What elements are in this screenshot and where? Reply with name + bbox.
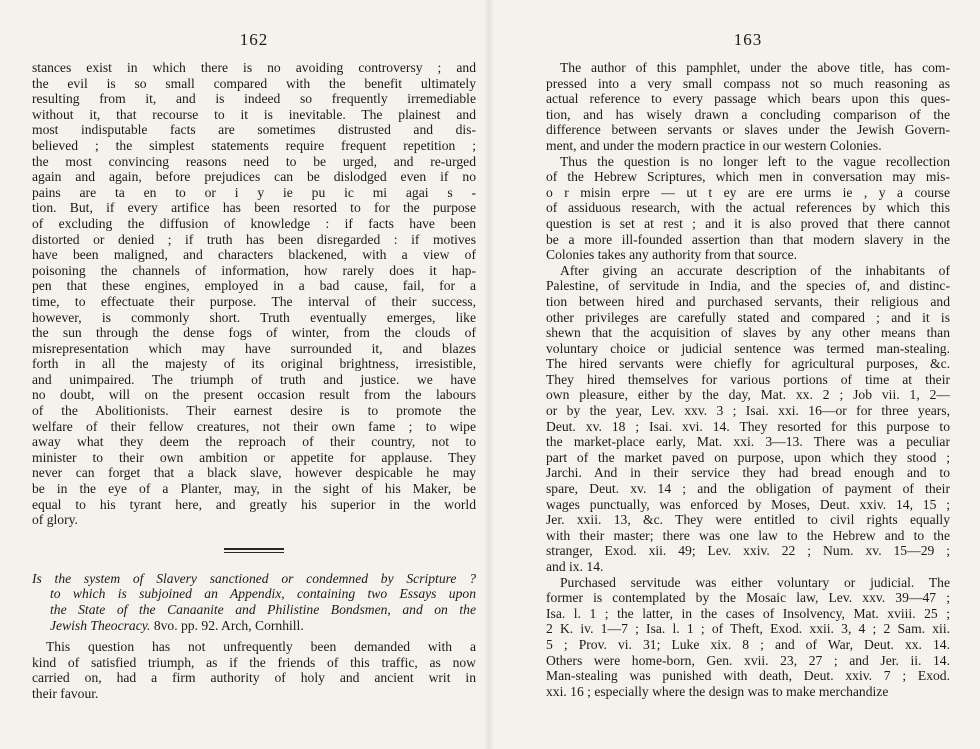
text-line: This question has not unfrequently been demanded with a xyxy=(46,639,476,655)
text-line: of excluding the diffusion of knowledge : if facts have been xyxy=(32,215,476,231)
text-line: 5 ; Prov. vi. 31; Luke xix. 8 ; and of War, Deut. xx. 14. xyxy=(546,636,950,652)
text-line: o r misin erpre — ut t ey are ere urms ie , y a course xyxy=(546,184,950,200)
text-line: poisoning the channels of information, how rarely does it hap- xyxy=(32,262,476,278)
text-line: no doubt, will on the present occasion result from the labours xyxy=(32,387,476,403)
text-line: resulting from it, and is indeed so frequently irremediable xyxy=(32,91,476,107)
right-paragraph-1 xyxy=(546,60,950,154)
text-line: xxi. 16 ; especially where the design was to make merchandize xyxy=(546,683,889,699)
right-page xyxy=(490,0,980,749)
text-line: question is set at rest ; and it is also proved that there cannot xyxy=(546,215,950,231)
text-line: of assiduous research, with the actual references by which this xyxy=(546,200,950,216)
text-line: Jarchi. And in their service they had bread enough and to xyxy=(546,465,950,481)
text-line: tion between hired and purchased servants, their religious and xyxy=(546,293,950,309)
text-line: part of the market paved on purpose, upon which they stood ; xyxy=(546,449,950,465)
text-line: of the Hebrew Scriptures, which men in conversation may mis- xyxy=(546,169,950,185)
review-title-line xyxy=(32,618,476,634)
review-title-line: Is the system of Slavery sanctioned or condemned by Scripture ? xyxy=(32,570,476,586)
text-line: the sun through the dense fogs of winter, from the clouds of xyxy=(32,325,476,341)
text-line: voluntary choice or judicial sentence was termed man-stealing. xyxy=(546,340,950,356)
left-paragraph-2 xyxy=(32,639,476,701)
text-line: other privileges are carefully stated and compared ; and it is xyxy=(546,309,950,325)
text-line: shewn that the acquisition of slaves by any other means than xyxy=(546,325,950,341)
text-line: misrepresentation which may have surrounded it, and blazes xyxy=(32,340,476,356)
text-line: with their master; there was one law to the Hebrew and to the xyxy=(546,527,950,543)
right-paragraph-3 xyxy=(546,263,950,575)
text-line: their favour. xyxy=(32,685,99,701)
text-line: Deut. xv. 18 ; Isai. xvi. 14. They resorted for this purpose to xyxy=(546,418,950,434)
text-line: welfare of their fellow creatures, not their own fame ; to wipe xyxy=(32,418,476,434)
right-paragraph-2 xyxy=(546,154,950,263)
text-line: forth in all the majesty of its original brightness, irresistible, xyxy=(32,356,476,372)
text-line: stances exist in which there is no avoiding controversy ; and xyxy=(32,60,476,75)
text-line: stranger, Exod. xii. 49; Lev. xxiv. 22 ; Num. xv. 15—29 ; xyxy=(546,543,950,559)
text-line: be a more ill-founded assertion than that modern slavery in the xyxy=(546,231,950,247)
text-line: Palestine, of servitude in India, and the species of, and distinc- xyxy=(546,278,950,294)
text-line: Man-stealing was punished with death, Deut. xxiv. 7 ; Exod. xyxy=(546,668,950,684)
text-line: again and again, before prejudices can be dislodged even if no xyxy=(32,169,476,185)
text-line: time, to effectuate their purpose. The interval of their success, xyxy=(32,293,476,309)
text-line: minister to their own ambition or appetite for applause. They xyxy=(32,449,476,465)
left-paragraph-1 xyxy=(32,60,476,528)
text-line: pen that these engines, employed in a bad cause, fail, for a xyxy=(32,278,476,294)
text-line: and unimpaired. The triumph of truth and justice. we have xyxy=(32,371,476,387)
text-line: distorted or denied ; if truth has been disregarded : if motives xyxy=(32,231,476,247)
text-line: the most convincing reasons need to be urged, and re-urged xyxy=(32,153,476,169)
text-line: They hired themselves for various portions of time at their xyxy=(546,371,950,387)
text-line: The hired servants were chiefly for agricultural purposes, &c. xyxy=(546,356,950,372)
text-line: actual reference to every passage which bears upon this ques- xyxy=(546,91,950,107)
text-line: Jer. xxii. 13, &c. They were entitled to civil rights equally xyxy=(546,512,950,528)
text-line: the evil is so small compared with the benefit ultimately xyxy=(32,75,476,91)
text-line: however, is commonly short. Truth eventually emerges, like xyxy=(32,309,476,325)
text-line: and ix. 14. xyxy=(546,559,604,574)
text-line: Purchased servitude was either voluntary or judicial. The xyxy=(560,574,950,590)
text-line: The author of this pamphlet, under the above title, has com- xyxy=(560,60,950,75)
text-line: carried on, had a firm authority of holy and ancient writ in xyxy=(32,670,476,686)
review-title-italic: Jewish Theocracy. xyxy=(50,617,151,633)
text-line: Others were home-born, Gen. xvii. 23, 27 ; and Jer. ii. 14. xyxy=(546,652,950,668)
text-line: wages punctually, was enforced by Moses, Deut. xxiv. 14, 15 ; xyxy=(546,496,950,512)
text-line: Isa. l. 1 ; the latter, in the cases of Insolvency, Mat. xviii. 25 ; xyxy=(546,605,950,621)
text-line: never can forget that a black slave, however despicable he may xyxy=(32,465,476,481)
text-line: of the Abolitionists. Their earnest desire is to promote the xyxy=(32,403,476,419)
text-line: difference between servants or slaves under the Jewish Govern- xyxy=(546,122,950,138)
text-line: away what they deem the reproach of their country, not to xyxy=(32,434,476,450)
text-line: have been maligned, and characters blackened, with a view of xyxy=(32,247,476,263)
text-line: Thus the question is no longer left to the vague recollection xyxy=(560,153,950,169)
text-line: tion. But, if every artifice has been resorted to for the purpose xyxy=(32,200,476,216)
right-paragraph-4 xyxy=(546,575,950,700)
text-line: kind of satisfied triumph, as if the friends of this traffic, as now xyxy=(32,654,476,670)
text-line: Colonies takes any authority from that source. xyxy=(546,247,798,263)
review-title-line: the State of the Canaanite and Philistine Bondsmen, and on the xyxy=(50,602,476,617)
text-line: tion, and has wisely drawn a concluding comparison of the xyxy=(546,106,950,122)
text-line: be in the eye of a Planter, may, in the sight of his Maker, be xyxy=(32,481,476,497)
review-title-imprint: 8vo. pp. 92. Arch, Cornhill. xyxy=(150,617,304,633)
text-line: or by the year, Lev. xxv. 3 ; Isai. xxi. 16—or for three years, xyxy=(546,403,950,419)
text-line: ment, and under the modern practice in our western Colonies. xyxy=(546,137,882,153)
text-line: 2 K. iv. 1—7 ; Isa. l. 1 ; of Theft, Exod. xxii. 3, 4 ; 2 Sam. xii. xyxy=(546,621,950,637)
text-line: most indisputable facts are sometimes distrusted and dis- xyxy=(32,122,476,138)
text-line: without it, that recourse to it is inevitable. The plainest and xyxy=(32,106,476,122)
page-number-right: 163 xyxy=(733,30,763,49)
text-line: the market-place early, Mat. xxi. 3—13. There was a peculiar xyxy=(546,434,950,450)
text-line: After giving an accurate description of the inhabitants of xyxy=(560,262,950,278)
review-title-line: to which is subjoined an Appendix, containing two Essays upon xyxy=(50,586,476,602)
text-line: equal to his tyrant here, and greatly his superior in the world xyxy=(32,496,476,512)
text-line: spare, Deut. xv. 14 ; and the obligation of payment of their xyxy=(546,481,950,497)
page-number-left: 162 xyxy=(239,30,269,49)
text-line: pressed into a very small compass not so much reasoning as xyxy=(546,75,950,91)
review-title xyxy=(32,571,476,633)
text-line: former is contemplated by the Mosaic law, Lev. xxv. 39—47 ; xyxy=(546,590,950,606)
text-line: believed ; the simplest statements require frequent repetition ; xyxy=(32,137,476,153)
text-line: pains are ta en to or i y ie pu ic mi agai s - xyxy=(32,184,476,200)
text-line: own pleasure, either by the day, Mat. xx. 2 ; Job vii. 1, 2— xyxy=(546,387,950,403)
text-line: of glory. xyxy=(32,512,78,528)
section-divider xyxy=(224,548,284,553)
